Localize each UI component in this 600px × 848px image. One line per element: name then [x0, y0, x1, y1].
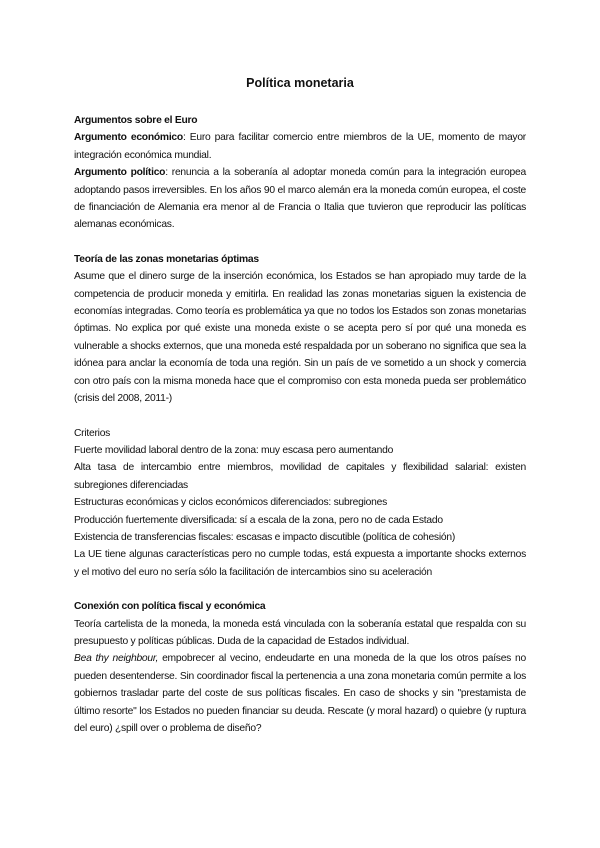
text-argumento-politico: : renuncia a la soberanía al adoptar moneda común para la integración europea adoptando pasos irreversibles. En los años 90 el marco alemán era la moneda común europea, el coste de financiación de Alemania era menor al de Francia o Italia que tuvieron que reproducir las políticas alemanas económicas.	[74, 167, 526, 231]
document-title: Política monetaria	[246, 76, 354, 90]
criterio-item: Fuerte movilidad laboral dentro de la zona: muy escasa pero aumentando	[74, 444, 394, 456]
paragraph-beggar-thy-neighbour	[74, 650, 526, 737]
spacer	[74, 234, 526, 251]
italic-phrase: Bea thy neighbour,	[74, 653, 159, 665]
criterio-item: Alta tasa de intercambio entre miembros, movilidad de capitales y flexibilidad salarial: existen subregiones diferenciadas	[74, 462, 526, 491]
criterio-item: La UE tiene algunas características pero no cumple todas, está expuesta a importante shocks externos y el motivo del euro no sería sólo la facilitación de intercambios sino su aceleración	[74, 549, 526, 578]
section-heading-zonas-monetarias: Teoría de las zonas monetarias óptimas	[74, 253, 259, 265]
paragraph-argumento-economico	[74, 129, 526, 164]
section-heading-criterios: Criterios	[74, 427, 111, 439]
document-body	[74, 112, 526, 737]
paragraph-argumento-politico	[74, 164, 526, 234]
text-argumento-economico: : Euro para facilitar comercio entre miembros de la UE, momento de mayor integración económica mundial.	[74, 132, 526, 161]
label-argumento-economico: Argumento económico	[74, 132, 183, 144]
label-argumento-politico: Argumento político	[74, 167, 166, 179]
paragraph-zonas-monetarias: Asume que el dinero surge de la inserción económica, los Estados se han apropiado muy tarde de la competencia de producir moneda y emitirla. En realidad las zonas monetarias siguen la existencia de economías integradas. Como teoría es problemática ya que no todos los Estados son zonas monetarias óptimas. No explica por qué existe una moneda existe o se acepta pero sí por qué una moneda es vulnerable a shocks externos, que una moneda esté respaldada por un soberano no significa que sea la idónea para anclar la economía de toda una región. Sin un país de ve sometido a un shock y comercia con otro país con la misma moneda hace que el compromiso con esta moneda pueda ser problemático (crisis del 2008, 2011-)	[74, 271, 526, 405]
criterio-item: Estructuras económicas y ciclos económicos diferenciados: subregiones	[74, 497, 387, 509]
criterio-item: Existencia de transferencias fiscales: escasas e impacto discutible (política de cohesión)	[74, 531, 455, 543]
text-beggar-thy-neighbour: empobrecer al vecino, endeudarte en una moneda de la que los otros países no pueden desentenderse. Sin coordinador fiscal la pertenencia a una zona monetaria común permite a los gobiernos trasladar parte del coste de sus políticas fiscales. En caso de shocks y sin "prestamista de último resorte" los Estados no pueden financiar su deuda. Rescate (y moral hazard) o quiebre (y ruptura del euro) ¿spill over o problema de diseño?	[74, 653, 527, 734]
paragraph-teoria-cartelista: Teoría cartelista de la moneda, la moneda está vinculada con la soberanía estatal que respalda con su presupuesto y políticas públicas. Duda de la capacidad de Estados individual.	[74, 618, 526, 647]
criterio-item: Producción fuertemente diversificada: sí a escala de la zona, pero no de cada Estado	[74, 514, 443, 526]
spacer	[74, 581, 526, 598]
section-heading-argumentos: Argumentos sobre el Euro	[74, 115, 198, 126]
spacer	[74, 408, 526, 425]
section-heading-conexion: Conexión con política fiscal y económica	[74, 601, 266, 613]
